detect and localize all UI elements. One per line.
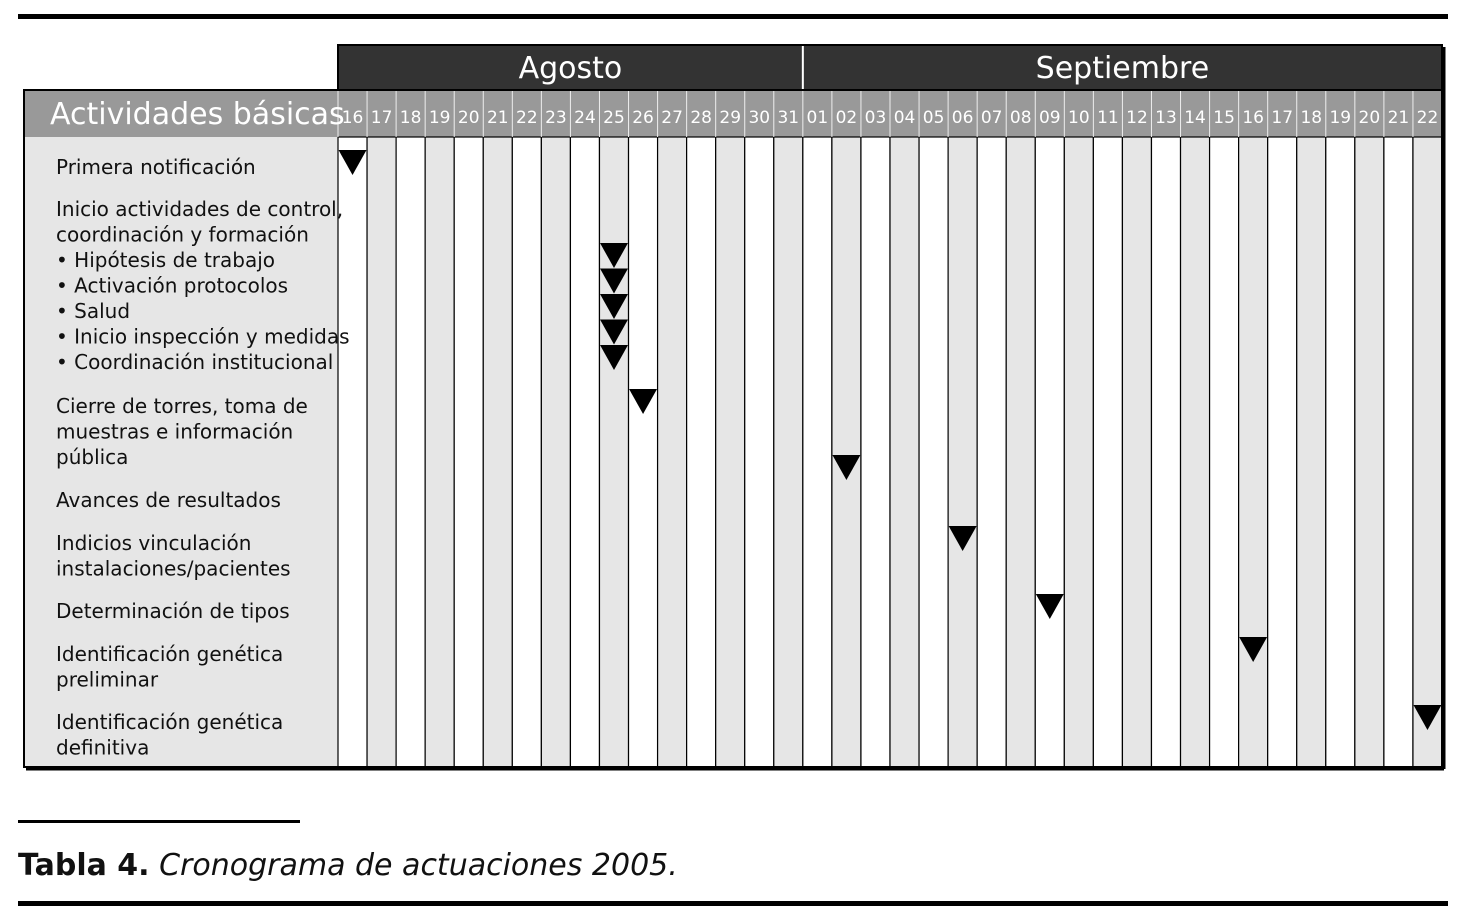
day-column: [1006, 137, 1035, 767]
day-column: [919, 137, 948, 767]
day-label: 10: [1068, 108, 1090, 128]
activity-text: pública: [56, 445, 129, 469]
activity-text: • Inicio inspección y medidas: [56, 324, 350, 349]
day-label: 21: [1387, 108, 1410, 128]
day-label: 03: [864, 108, 887, 128]
day-column: [1413, 137, 1442, 767]
day-column: [454, 137, 483, 767]
day-label: 26: [632, 108, 654, 128]
day-label: 11: [1097, 108, 1119, 128]
day-column: [1355, 137, 1384, 767]
day-label: 09: [1038, 108, 1061, 128]
day-column: [425, 137, 454, 767]
activity-text: definitiva: [56, 735, 150, 760]
day-label: 01: [806, 108, 829, 128]
day-column: [541, 137, 570, 767]
day-column: [716, 137, 745, 767]
activity-text: Identificación genética: [56, 642, 284, 666]
day-column: [977, 137, 1006, 767]
day-label: 16: [1242, 108, 1264, 128]
month-label: Agosto: [518, 51, 623, 86]
day-column: [658, 137, 687, 767]
day-column: [1297, 137, 1326, 767]
activity-text: • Hipótesis de trabajo: [56, 248, 276, 272]
day-label: 25: [603, 108, 625, 128]
day-label: 14: [1184, 108, 1206, 128]
day-column: [687, 137, 716, 767]
day-label: 30: [748, 108, 771, 128]
day-column: [1210, 137, 1239, 767]
day-column: [1268, 137, 1297, 767]
bottom-rule: [18, 901, 1448, 906]
day-label: 29: [719, 108, 742, 128]
day-label: 05: [922, 108, 945, 128]
day-column: [890, 137, 919, 767]
day-column: [832, 137, 861, 767]
activity-text: muestras e información: [56, 419, 294, 444]
day-column: [367, 137, 396, 767]
day-label: 06: [951, 108, 974, 128]
activity-text: coordinación y formación: [56, 222, 309, 247]
day-column: [1239, 137, 1268, 767]
day-label: 12: [1126, 108, 1148, 128]
day-label: 13: [1155, 108, 1177, 128]
day-label: 17: [370, 108, 393, 128]
activity-text: Cierre de torres, toma de: [56, 394, 308, 418]
day-label: 16: [341, 108, 364, 128]
caption-label: Tabla 4.: [18, 848, 150, 883]
day-label: 08: [1009, 108, 1032, 128]
day-label: 15: [1213, 108, 1235, 128]
activity-text: Avances de resultados: [56, 488, 281, 512]
activity-text: • Salud: [56, 299, 131, 323]
day-column: [1093, 137, 1122, 767]
day-column: [1151, 137, 1180, 767]
caption-separator: [18, 820, 300, 823]
month-label: Septiembre: [1035, 51, 1210, 86]
day-column: [948, 137, 977, 767]
activity-text: Indicios vinculación: [56, 531, 252, 555]
day-label: 19: [428, 108, 451, 128]
day-label: 04: [893, 108, 916, 128]
activity-text: • Coordinación institucional: [56, 350, 334, 374]
day-label: 20: [457, 108, 480, 128]
day-column: [570, 137, 599, 767]
day-label: 27: [661, 108, 683, 128]
day-label: 22: [516, 108, 538, 128]
day-label: 19: [1329, 108, 1352, 128]
activity-text: Determinación de tipos: [56, 599, 290, 623]
day-column: [1326, 137, 1355, 767]
day-label: 21: [486, 108, 509, 128]
caption-text: Cronograma de actuaciones 2005.: [159, 848, 678, 883]
day-label: 28: [690, 108, 712, 128]
day-column: [1064, 137, 1093, 767]
day-column: [629, 137, 658, 767]
activity-text: Primera notificación: [56, 155, 256, 179]
day-column: [1181, 137, 1210, 767]
day-label: 22: [1416, 108, 1439, 128]
day-label: 02: [835, 108, 858, 128]
table-caption: [18, 848, 678, 883]
day-label: 23: [545, 108, 567, 128]
activities-header: Actividades básicas: [50, 97, 345, 132]
activity-text: preliminar: [56, 667, 159, 692]
day-label: 18: [1300, 108, 1323, 128]
day-label: 18: [399, 108, 422, 128]
day-label: 17: [1271, 108, 1294, 128]
day-column: [745, 137, 774, 767]
activity-text: • Activación protocolos: [56, 273, 289, 298]
day-column: [338, 137, 367, 767]
day-column: [396, 137, 425, 767]
month-header-bar: [338, 45, 1442, 90]
day-label: 07: [980, 108, 1003, 128]
day-column: [512, 137, 541, 767]
day-column: [1122, 137, 1151, 767]
day-column: [1384, 137, 1413, 767]
activity-text: Identificación genética: [56, 710, 284, 734]
day-column: [483, 137, 512, 767]
day-column: [803, 137, 832, 767]
day-column: [774, 137, 803, 767]
activity-text: Inicio actividades de control,: [56, 197, 344, 221]
day-column: [599, 137, 628, 767]
day-label: 31: [777, 108, 800, 128]
day-column: [1035, 137, 1064, 767]
activity-text: instalaciones/pacientes: [56, 556, 291, 581]
day-column: [861, 137, 890, 767]
day-label: 24: [574, 108, 596, 128]
day-label: 20: [1358, 108, 1381, 128]
